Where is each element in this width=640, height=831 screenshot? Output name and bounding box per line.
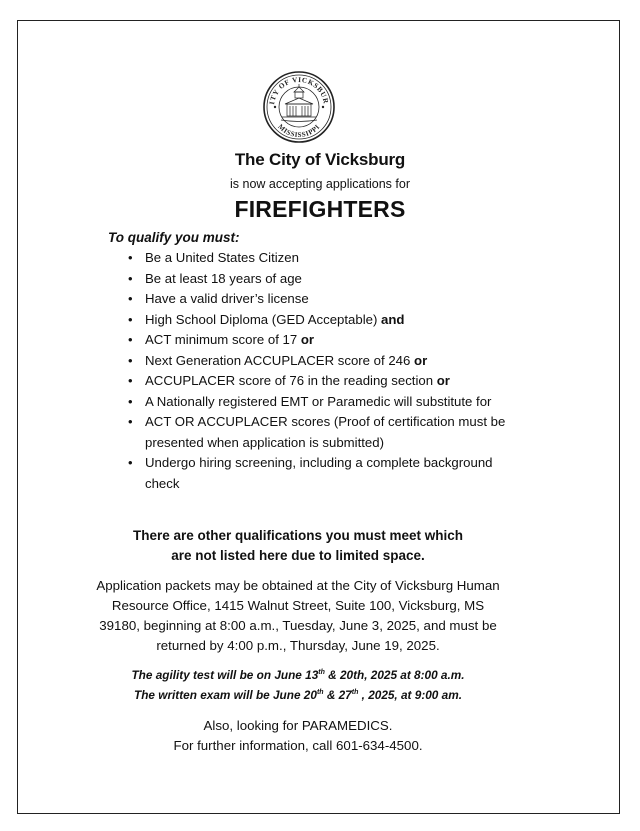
packets-line2: Resource Office, 1415 Walnut Street, Suite 100, Vicksburg, MS — [111, 598, 485, 613]
requirement-conjunction: or — [414, 352, 428, 368]
bullet-icon: • — [128, 291, 133, 306]
requirement-text: Be at least 18 years of age — [145, 270, 302, 286]
test-dates — [0, 664, 596, 704]
page-subtitle: is now accepting applications for — [230, 177, 410, 191]
contact-phone: For further information, call 601-634-4500. — [173, 738, 423, 753]
bullet-icon: • — [128, 373, 133, 388]
requirement-text: High School Diploma (GED Acceptable) — [145, 311, 382, 327]
requirement-conjunction: and — [381, 311, 405, 327]
packets-line1: Application packets may be obtained at the City of Vicksburg Human — [96, 578, 500, 593]
application-packets-info — [0, 576, 596, 656]
requirement-text: Next Generation ACCUPLACER score of 246 — [145, 352, 415, 368]
requirement-item — [128, 248, 508, 269]
requirement-text: Have a valid driver’s license — [145, 291, 309, 306]
seal-bottom-text: MISSISSIPPI — [276, 122, 322, 140]
paramedics-note: Also, looking for PARAMEDICS. — [203, 718, 393, 733]
other-qualifications-line1: There are other qualifications you must meet which — [132, 528, 464, 543]
requirement-item — [128, 371, 508, 392]
requirement-conjunction: or — [300, 332, 315, 347]
requirement-item — [128, 392, 508, 413]
requirement-text: ACT minimum score of 17 — [145, 332, 301, 347]
requirement-conjunction: or — [436, 373, 450, 388]
seal-top-text: ITY OF VICKSBUR — [268, 75, 330, 106]
requirement-item — [128, 351, 508, 372]
requirement-text: A Nationally registered EMT or Paramedic will substitute for — [145, 393, 492, 409]
requirement-item — [128, 330, 508, 351]
other-qualifications-line2: are not listed here due to limited space. — [171, 548, 425, 563]
qualify-heading: To qualify you must: — [108, 230, 240, 245]
bullet-icon: • — [128, 332, 133, 347]
bullet-icon: • — [128, 414, 133, 429]
headline: FIREFIGHTERS — [234, 196, 406, 222]
requirement-item — [128, 453, 508, 494]
bullet-icon: • — [128, 270, 133, 286]
packets-line3: 39180, beginning at 8:00 a.m., Tuesday, June 3, 2025, and must be — [99, 618, 497, 633]
requirement-text: Undergo hiring screening, including a complete background check — [145, 455, 493, 491]
requirement-item — [128, 269, 508, 290]
requirement-text: Be a United States Citizen — [145, 250, 299, 265]
other-qualifications-note — [0, 526, 596, 566]
written-exam-line: The written exam will be June 20th & 27th , 2025, at 9:00 am. — [134, 687, 462, 702]
bullet-icon: • — [128, 455, 133, 470]
bullet-icon: • — [128, 250, 133, 265]
requirements-list — [128, 248, 508, 494]
requirement-text: ACT OR ACCUPLACER scores (Proof of certification must be presented when application is submitted) — [145, 414, 506, 450]
bullet-icon: • — [128, 311, 133, 327]
city-seal-icon — [262, 70, 336, 144]
requirement-item — [128, 289, 508, 310]
page-title: The City of Vicksburg — [234, 150, 406, 169]
agility-test-line: The agility test will be on June 13th & 20th, 2025 at 8:00 a.m. — [131, 667, 465, 682]
requirement-item — [128, 310, 508, 331]
requirement-text: ACCUPLACER score of 76 in the reading section — [145, 373, 437, 388]
footer-contact — [0, 716, 596, 756]
bullet-icon: • — [128, 393, 133, 409]
packets-line4: returned by 4:00 p.m., Thursday, June 19, 2025. — [156, 638, 440, 653]
requirement-item — [128, 412, 508, 453]
bullet-icon: • — [128, 352, 133, 368]
